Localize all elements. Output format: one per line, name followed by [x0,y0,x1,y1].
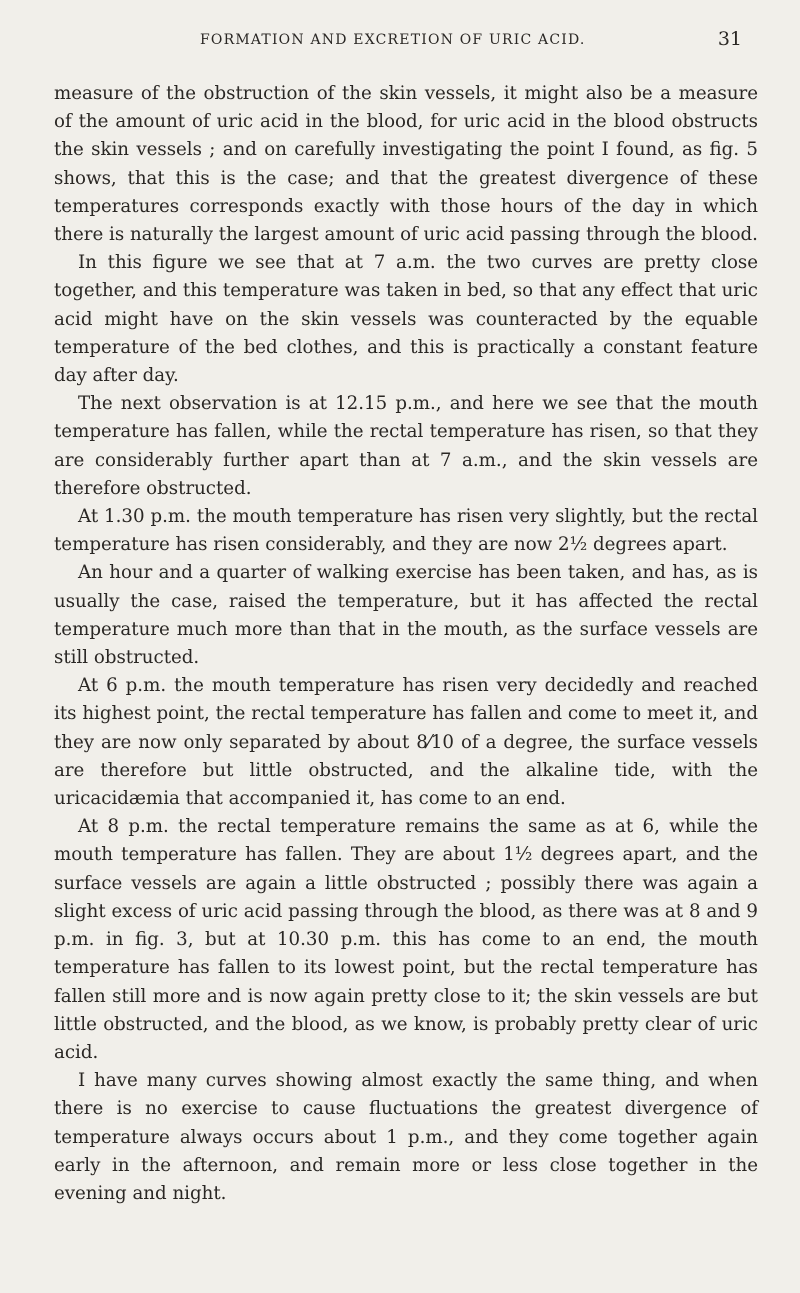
paragraph: I have many curves showing almost exactly the same thing, and when there is no exercise to cause fluctuations the greatest divergence of temperature always occurs about 1 p.m., and they come together again early in the afternoon, and remain more or less close together in the evening and night. [54,1070,758,1204]
body-text [54,80,758,1208]
paragraph: The next observation is at 12.15 p.m., and here we see that the mouth temperature has fallen, while the rectal temperature has risen, so that they are considerably further apart than at 7 a.m., and the skin vessels are therefore obstructed. [54,393,758,499]
page-number: 31 [717,28,742,50]
running-head: FORMATION AND EXCRETION OF URIC ACID. [200,32,586,48]
paragraph: In this figure we see that at 7 a.m. the two curves are pretty close together, and this temperature was taken in bed, so that any effect that uric acid might have on the skin vessels was counteracted by the equable temperature of the bed clothes, and this is practically a constant feature day after day. [54,252,758,387]
paragraph: At 6 p.m. the mouth temperature has risen very decidedly and reached its highest point, the rectal temperature has fallen and come to meet it, and they are now only separated by about 8⁄10 of a degree, the surface vessels are therefore but little obstructed, and the alkaline tide, with the uricacidæmia that accompanied it, has come to an end. [54,675,758,810]
paragraph: measure of the obstruction of the skin vessels, it might also be a measure of the amount of uric acid in the blood, for uric acid in the blood obstructs the skin vessels ; and on carefully investigating the point I found, as fig. 5 shows, that this is the case; and that the greatest divergence of these temperatures corresponds exactly with those hours of the day in which there is naturally the largest amount of uric acid passing through the blood. [54,83,758,246]
paragraph: An hour and a quarter of walking exercise has been taken, and has, as is usually the case, raised the temperature, but it has affected the rectal temperature much more than that in the mouth, as the surface vessels are still obstructed. [54,562,758,669]
paragraph: At 1.30 p.m. the mouth temperature has risen very slightly, but the rectal temperature has risen considerably, and they are now 2½ degrees apart. [54,506,758,556]
paragraph: At 8 p.m. the rectal temperature remains the same as at 6, while the mouth temperature has fallen. They are about 1½ degrees apart, and the surface vessels are again a little obstructed ; possibly there was again a slight excess of uric acid passing through the blood, as there was at 8 and 9 p.m. in fig. 3, but at 10.30 p.m. this has come to an end, the mouth temperature has fallen to its lowest point, but the rectal temperature has fallen still more and is now again pretty close to it; the skin vessels are but little obstructed, and the blood, as we know, is probably pretty clear of uric acid. [54,816,758,1063]
page-header [0,14,800,50]
